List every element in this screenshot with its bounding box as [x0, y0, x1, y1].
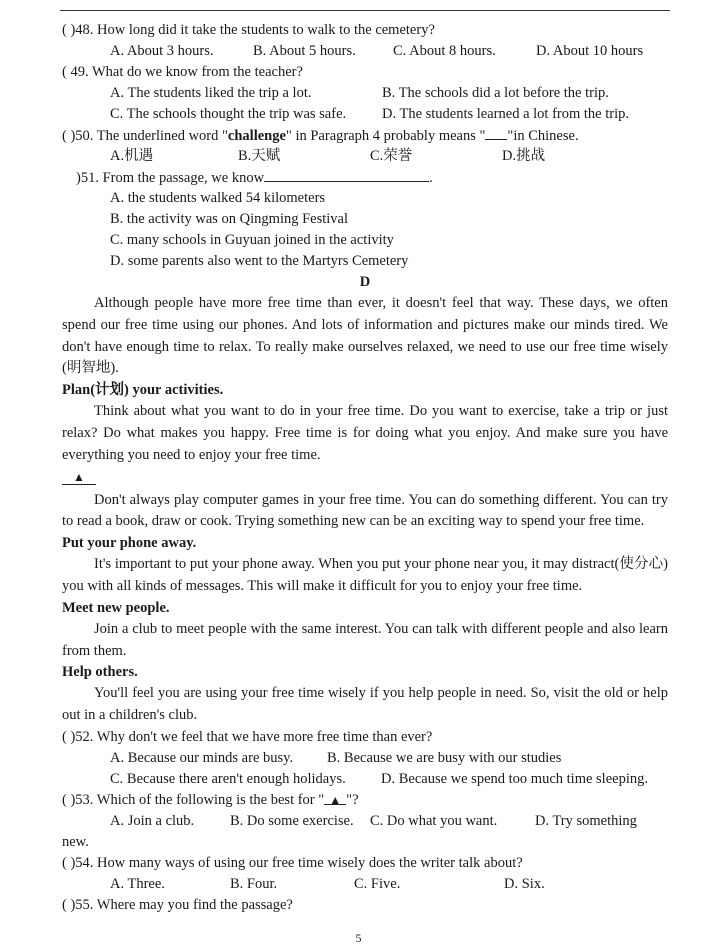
- option-c[interactable]: C. Because there aren't enough holidays.: [110, 770, 346, 787]
- answer-blank[interactable]: [264, 167, 429, 182]
- question-51: [62, 167, 668, 188]
- passage-heading-phone: Put your phone away.: [62, 535, 197, 552]
- option-c[interactable]: C. About 8 hours.: [393, 43, 496, 59]
- option-d[interactable]: D. About 10 hours: [536, 43, 644, 59]
- section-heading: D: [359, 274, 371, 290]
- option-b[interactable]: B. Because we are busy with our studies: [327, 749, 562, 766]
- exam-page: [62, 20, 668, 916]
- question-54: ( )54. How many ways of using our free time wisely does the writer talk about?: [62, 854, 523, 871]
- option-c[interactable]: C. many schools in Guyuan joined in the activity: [110, 232, 394, 248]
- option-a[interactable]: A. The students liked the trip a lot.: [110, 85, 312, 101]
- question-55: ( )55. Where may you find the passage?: [62, 896, 293, 913]
- passage-heading-plan: Plan(计划) your activities.: [62, 382, 224, 399]
- option-a[interactable]: A. About 3 hours.: [110, 43, 214, 59]
- question-50-stem-mid: " in Paragraph 4 probably means ": [285, 128, 486, 144]
- question-50-stem-end: "in Chinese.: [507, 128, 579, 144]
- question-50-stem: ( )50. The underlined word ": [62, 128, 228, 144]
- question-53-stem-end: "?: [346, 791, 359, 808]
- passage-paragraph-5: Join a club to meet people with the same interest. You can talk with different people and also learn from them.: [62, 620, 668, 659]
- question-52-options-ab: [62, 748, 668, 769]
- question-50-options: [62, 146, 668, 167]
- option-d[interactable]: D. The students learned a lot from the trip.: [382, 106, 629, 122]
- option-c[interactable]: C. The schools thought the trip was safe.: [110, 106, 347, 122]
- option-b[interactable]: B. The schools did a lot before the trip.: [382, 85, 609, 101]
- option-a[interactable]: A. Three.: [110, 875, 165, 892]
- option-d[interactable]: D. Try something: [535, 812, 637, 829]
- question-52-options-cd: [62, 769, 668, 790]
- option-a[interactable]: A. Join a club.: [110, 812, 195, 829]
- option-b[interactable]: B. Do some exercise.: [230, 812, 354, 829]
- question-49-options-ab: [62, 83, 668, 104]
- passage-paragraph-1: Although people have more free time than ever, it doesn't feel that way. These days, we often spend our free time using our phones. And lots of information and pictures make our minds tired. We don't have enough time to relax. To really make ourselves relaxed, we need to use our free time wisely (明智地).: [62, 295, 668, 377]
- passage-paragraph-2: Think about what you want to do in your free time. Do you want to exercise, take a trip or just relax? Do what makes you happy. Free time is for doing what you enjoy. And make sure you have everything you need to enjoy your free time.: [62, 403, 668, 463]
- page-number: 5: [355, 931, 362, 945]
- question-52: ( )52. Why don't we feel that we have more free time than ever?: [62, 728, 433, 745]
- triangle-icon: ▲: [329, 792, 342, 807]
- question-53-stem: ( )53. Which of the following is the best for ": [62, 791, 325, 808]
- question-49: ( 49. What do we know from the teacher?: [62, 64, 303, 80]
- answer-blank[interactable]: [324, 790, 346, 805]
- option-d[interactable]: D. Six.: [504, 875, 545, 892]
- option-d-continued: new.: [62, 833, 89, 850]
- triangle-icon: ▲: [73, 469, 85, 484]
- underlined-word: challenge: [227, 128, 286, 144]
- passage-paragraph-4: It's important to put your phone away. When you put your phone near you, it may distract(使分心) you with all kinds of messages. This will make it difficult for you to enjoy your free time.: [62, 556, 668, 594]
- option-c[interactable]: C.荣誉: [370, 148, 413, 164]
- option-d[interactable]: D. Because we spend too much time sleeping.: [381, 770, 648, 787]
- option-d[interactable]: D.挑战: [502, 148, 546, 164]
- question-48-options: [62, 41, 668, 62]
- answer-blank[interactable]: [485, 125, 507, 140]
- question-49-options-cd: [62, 104, 668, 125]
- option-b[interactable]: B.天赋: [238, 148, 281, 164]
- option-a[interactable]: A. Because our minds are busy.: [110, 749, 294, 766]
- option-b[interactable]: B. Four.: [230, 875, 278, 892]
- passage-heading-help: Help others.: [62, 664, 138, 681]
- option-a[interactable]: A.机遇: [110, 148, 154, 164]
- question-53: [62, 790, 668, 811]
- option-b[interactable]: B. About 5 hours.: [253, 43, 356, 59]
- blank-heading[interactable]: [62, 467, 96, 485]
- option-c[interactable]: C. Five.: [354, 875, 401, 892]
- passage-paragraph-3: Don't always play computer games in your free time. You can do something different. You can try to read a book, draw or cook. Trying something new can be an exciting way to spend your free time.: [62, 491, 668, 530]
- option-b[interactable]: B. the activity was on Qingming Festival: [110, 211, 349, 227]
- question-54-options: [62, 874, 668, 895]
- passage-heading-meet: Meet new people.: [62, 599, 170, 616]
- question-51-stem: )51. From the passage, we know: [76, 170, 265, 186]
- option-c[interactable]: C. Do what you want.: [370, 812, 498, 829]
- top-rule: [60, 10, 670, 11]
- question-50: [62, 125, 668, 146]
- question-48: ( )48. How long did it take the students to walk to the cemetery?: [62, 22, 435, 38]
- question-53-options: [62, 811, 668, 832]
- passage-paragraph-6: You'll feel you are using your free time wisely if you help people in need. So, visit the old or help out in a children's club.: [62, 685, 668, 724]
- option-a[interactable]: A. the students walked 54 kilometers: [110, 190, 326, 206]
- question-51-end: .: [429, 170, 433, 186]
- option-d[interactable]: D. some parents also went to the Martyrs Cemetery: [110, 253, 409, 269]
- passage-heading-blank: [62, 467, 668, 490]
